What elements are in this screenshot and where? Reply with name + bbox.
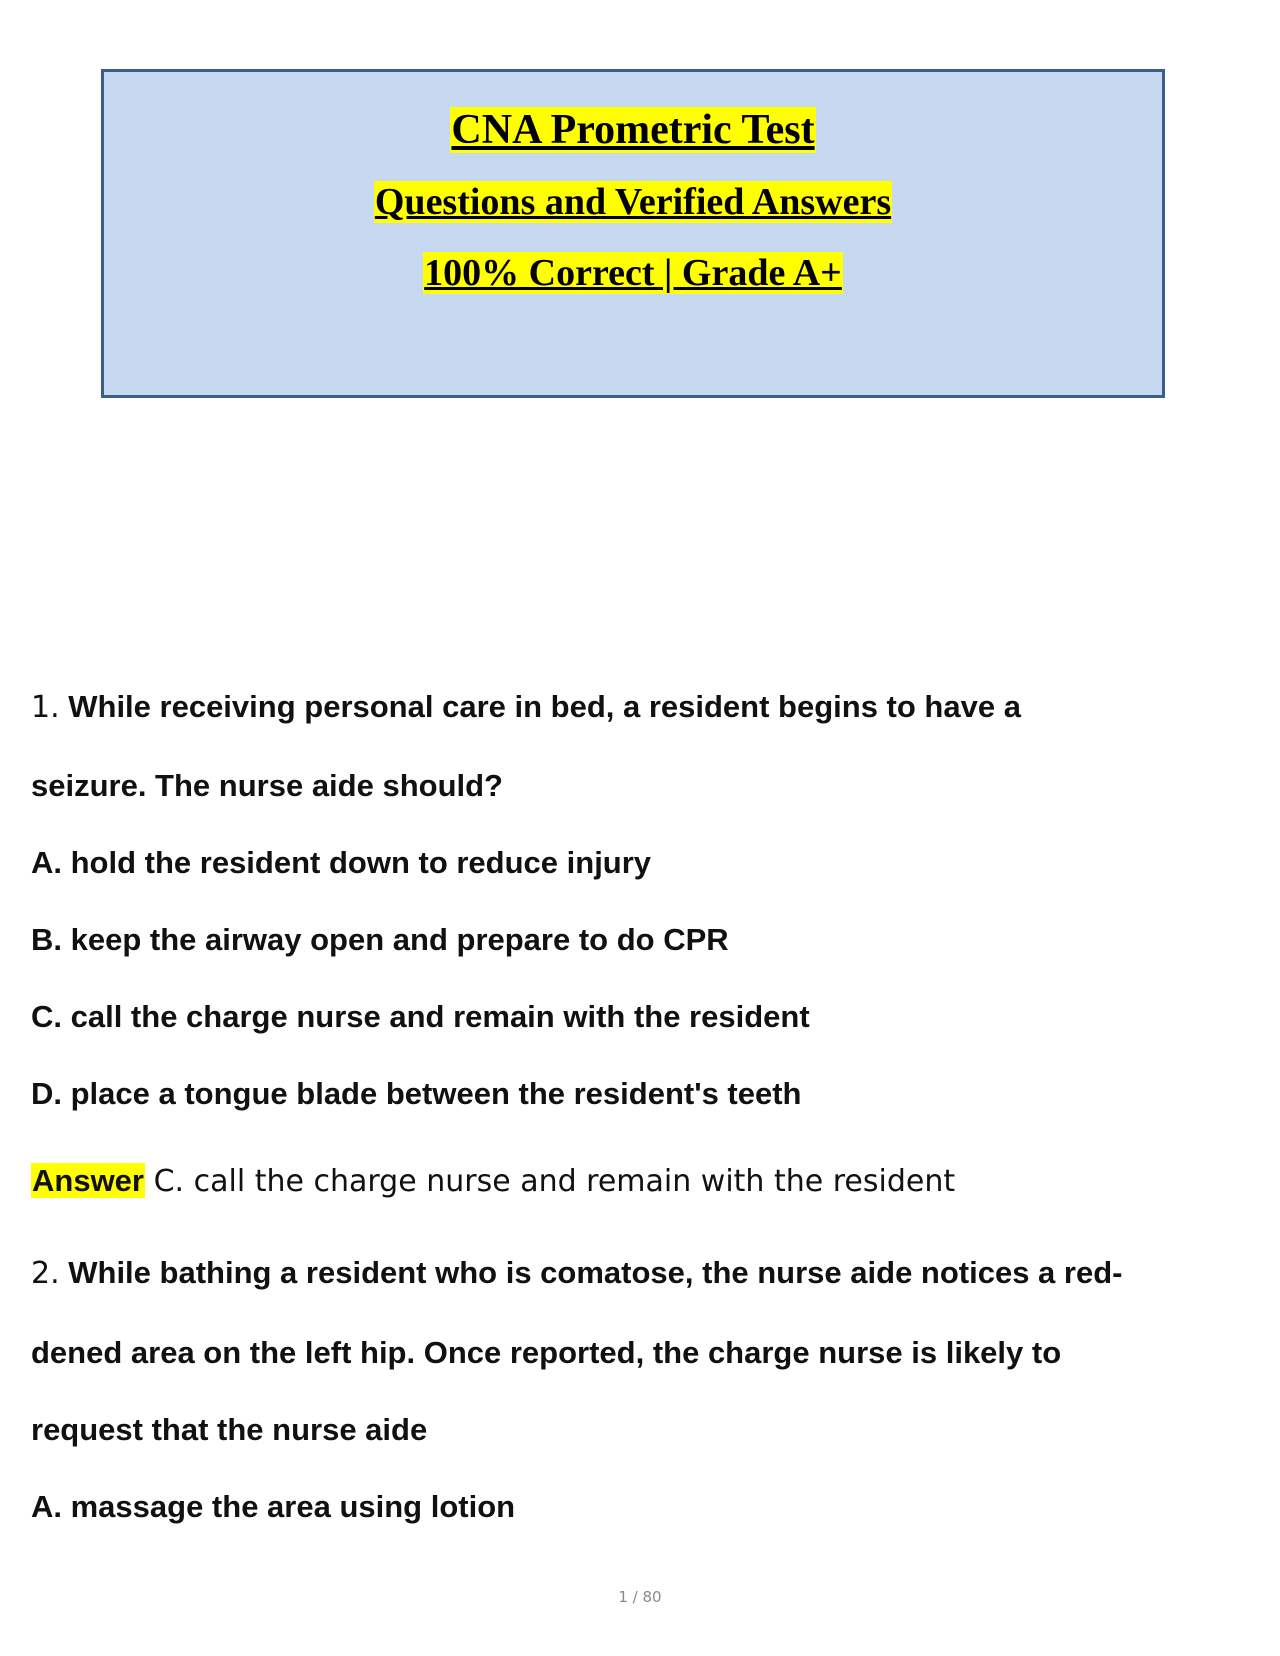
question-2-stem-line-3: request that the nurse aide [31, 1412, 428, 1447]
question-1-number: 1. [31, 690, 60, 725]
question-1-stem-line-1 [31, 687, 1021, 728]
document-title: CNA Prometric Test [451, 107, 815, 153]
title-box [101, 69, 1165, 398]
question-1-option-a: A. hold the resident down to reduce injury [31, 845, 652, 880]
question-1-option-c: C. call the charge nurse and remain with the resident [31, 999, 810, 1034]
question-1-stem-line-2: seizure. The nurse aide should? [31, 768, 503, 803]
page-indicator: 1 / 80 [618, 1588, 662, 1606]
question-1-answer [31, 1161, 955, 1202]
question-1-stem-text-1: While receiving personal care in bed, a resident begins to have a [68, 689, 1021, 724]
question-1-option-b: B. keep the airway open and prepare to do CPR [31, 922, 729, 957]
question-2-stem-line-2: dened area on the left hip. Once reported, the charge nurse is likely to [31, 1335, 1062, 1370]
answer-label: Answer [32, 1163, 144, 1198]
document-subtitle: Questions and Verified Answers [374, 181, 892, 223]
question-1-option-d: D. place a tongue blade between the resident's teeth [31, 1076, 802, 1111]
document-grade-line: 100% Correct | Grade A+ [424, 252, 842, 294]
question-2-stem-text-1: While bathing a resident who is comatose, the nurse aide notices a red- [68, 1255, 1123, 1290]
question-2-number: 2. [31, 1256, 60, 1291]
question-2-stem-line-1 [31, 1253, 1122, 1294]
question-2-option-a: A. massage the area using lotion [31, 1489, 516, 1524]
answer-text: C. call the charge nurse and remain with the resident [153, 1164, 956, 1199]
